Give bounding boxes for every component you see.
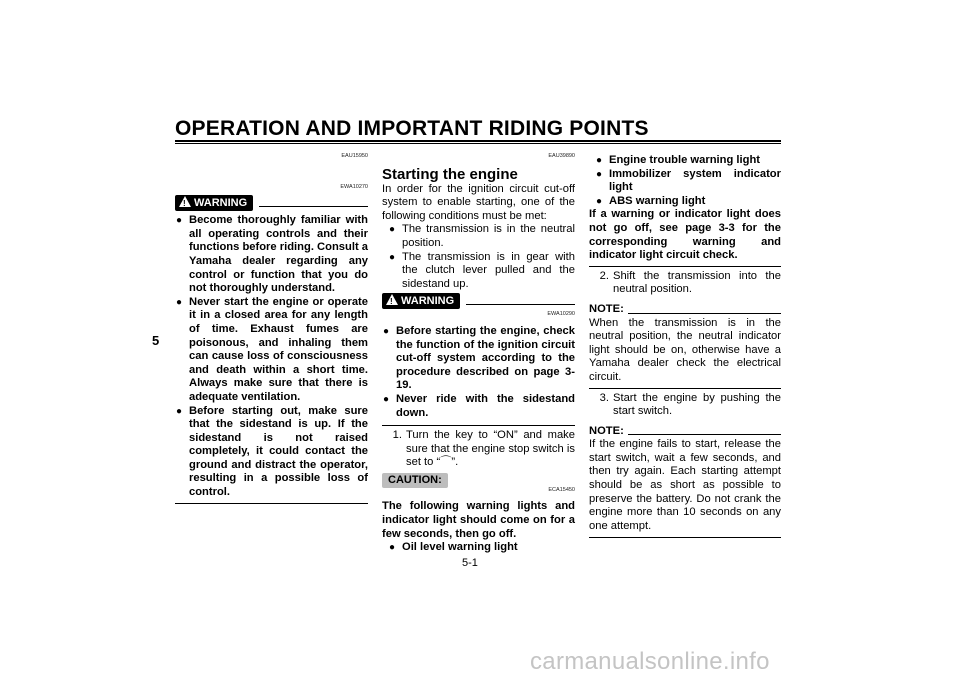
warning-badge (382, 293, 460, 309)
note-text: If the engine fails to start, release the start switch, wait a few seconds, and then try again. Each starting attempt should be as short as possible to preserve the battery. Do not crank the engine more than 10 seconds on any one attempt. (589, 438, 781, 532)
watermark: carmanualsonline.info (530, 648, 770, 675)
list-item: ● The transmission is in gear with the clutch lever pulled and the sidestand up. (388, 251, 575, 292)
list-item: ● The transmission is in the neutral position. (388, 223, 575, 250)
warning-heading (175, 195, 368, 211)
caution-badge: CAUTION: (382, 473, 448, 488)
list-item: ● Before starting out, make sure that the sidestand is up. If the sidestand is not raised completely, it could contact the ground and distract the operator, resulting in a possible loss of control. (175, 405, 368, 500)
divider (382, 425, 575, 426)
divider (628, 434, 781, 435)
intro-text: In order for the ignition circuit cut-off system to enable starting, one of the following conditions must be met: (382, 182, 575, 222)
list-item: ● Never start the engine or operate it in a closed area for any length of time. Exhaust fumes are poisonous, and inhaling them can cause loss of consciousness and death within a short time. Always make sure that there is adequate ventilation. (175, 296, 368, 405)
step-text: Start the engine by pushing the start switch. (613, 391, 781, 418)
step-2 (589, 270, 781, 297)
list-item: ● ABS warning light (595, 195, 781, 209)
header-rule-thin (175, 143, 781, 144)
divider (589, 266, 781, 267)
warning-triangle-icon (386, 294, 398, 305)
list-item: ● Engine trouble warning light (595, 154, 781, 168)
caution-text: If a warning or indicator light does not go off, see page 3-3 for the corresponding warning and indicator light circuit check. (589, 208, 781, 262)
list-item: ● Before starting the engine, check the function of the ignition circuit cut-off system according to the procedure described on page 3-19. (382, 325, 575, 393)
step-number: 2. (599, 269, 609, 282)
divider (175, 503, 368, 504)
section-title: Starting the engine (382, 165, 518, 183)
divider (589, 537, 781, 538)
conditions-list (388, 223, 575, 291)
lights-list (388, 541, 575, 555)
page-number: 5-1 (462, 557, 478, 569)
step-text: Shift the transmission into the neutral position. (613, 269, 781, 296)
note-heading (589, 425, 781, 439)
warning-list (382, 325, 575, 420)
warning-badge (175, 195, 253, 211)
list-item: ● Oil level warning light (388, 541, 575, 555)
column-2 (382, 150, 575, 555)
column-3 (589, 154, 781, 538)
note-heading (589, 303, 781, 317)
note-label: NOTE: (589, 302, 624, 315)
step-1 (382, 429, 575, 470)
header-rule-thick (175, 140, 781, 142)
divider (589, 388, 781, 389)
warning-label: WARNING (401, 295, 455, 308)
divider (628, 313, 781, 314)
divider (259, 206, 368, 207)
doc-code: EWA10270 (340, 183, 368, 190)
step-number: 3. (599, 391, 609, 404)
warning-list (175, 214, 368, 499)
page-header-title: OPERATION AND IMPORTANT RIDING POINTS (175, 117, 649, 140)
note-text: When the transmission is in the neutral position, the neutral indicator light should be on, otherwise have a Yamaha dealer check the electrical circuit. (589, 316, 781, 383)
note-label: NOTE: (589, 424, 624, 437)
list-item: ● Immobilizer system indicator light (595, 168, 781, 195)
doc-code: EWA10290 (547, 311, 575, 318)
warning-label: WARNING (194, 197, 248, 210)
caution-text: The following warning lights and indicator light should come on for a few seconds, then go off. (382, 500, 575, 540)
step-3 (589, 392, 781, 419)
chapter-tab: 5 (152, 333, 160, 348)
step-text: Turn the key to “ON” and make sure that the engine stop switch is set to “⌒”. (406, 429, 575, 469)
warning-triangle-icon (179, 196, 191, 207)
doc-code: ECA15450 (548, 486, 575, 493)
lights-list (595, 154, 781, 208)
warning-heading (382, 293, 575, 309)
list-item: ● Become thoroughly familiar with all operating controls and their functions before riding. Consult a Yamaha dealer regarding any control or function that you do not thoroughly understand. (175, 214, 368, 296)
divider (466, 304, 575, 305)
list-item: ● Never ride with the sidestand down. (382, 393, 575, 420)
column-1 (175, 150, 368, 504)
doc-code: EAU15950 (341, 153, 368, 159)
doc-code: EAU39890 (548, 153, 575, 159)
step-number: 1. (392, 429, 402, 442)
